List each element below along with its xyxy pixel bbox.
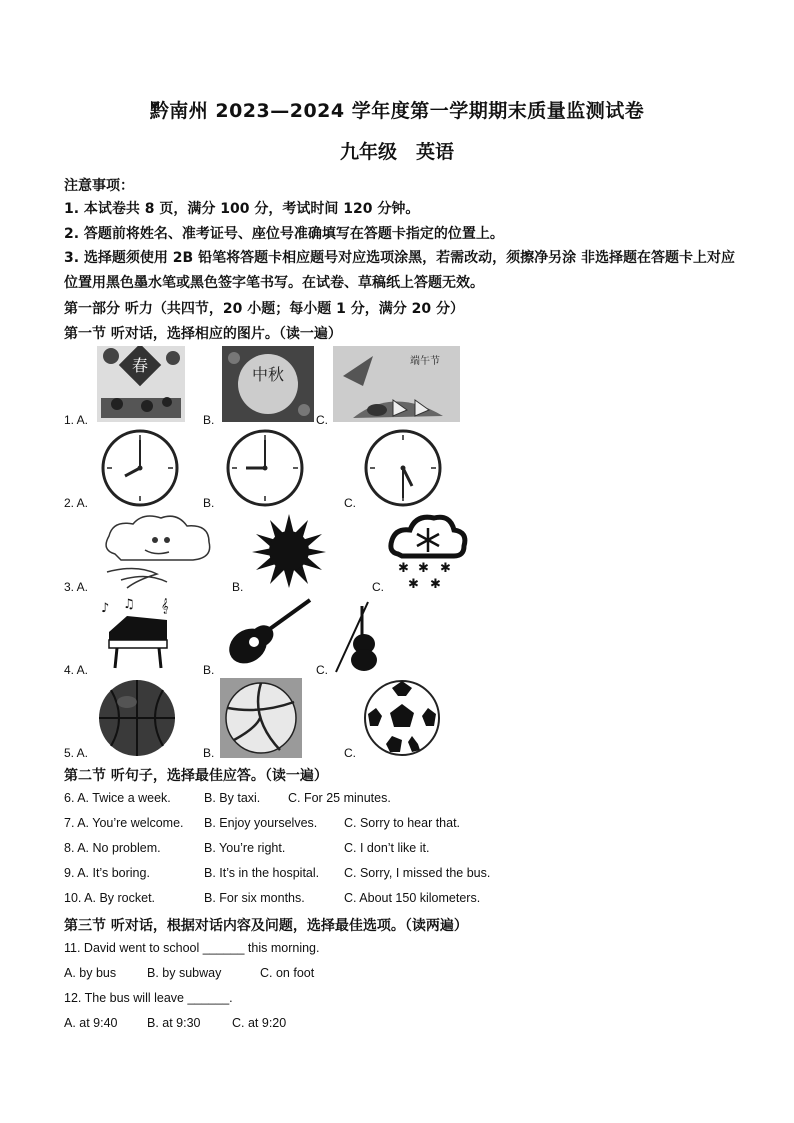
note-item: 3. 选择题须使用 2B 铅笔将答题卡相应题号对应选项涂黑，若需改动，须擦净另涂 非选择题在答题卡上对应位置用黑色墨水笔或黑色签字笔书写。在试卷、草稿纸上答题无效。: [64, 250, 735, 291]
windy-cloud-icon: [97, 510, 215, 592]
question-7-option-b: B. Enjoy yourselves.: [204, 816, 318, 830]
clock-5-30-icon: [360, 428, 446, 508]
svg-text:✱: ✱: [430, 577, 441, 590]
option-label: 4. A.: [64, 663, 89, 677]
piano-icon: [97, 596, 177, 672]
question-11-option-c: C. on foot: [260, 966, 315, 980]
question-8-option-c: C. I don’t like it.: [344, 841, 430, 855]
section3-heading: 第三节 听对话，根据对话内容及问题，选择最佳选项。（读两遍）: [64, 918, 468, 934]
question-8-option-a: 8. A. No problem.: [64, 841, 161, 855]
option-label: B.: [203, 496, 215, 510]
question-9-option-a: 9. A. It’s boring.: [64, 866, 150, 880]
option-label: 2. A.: [64, 496, 89, 510]
option-label: 1. A.: [64, 413, 89, 427]
svg-text:✱: ✱: [408, 577, 419, 590]
option-label: 5. A.: [64, 746, 89, 760]
svg-text:♪: ♪: [101, 601, 110, 616]
spring-character: 春: [131, 356, 149, 375]
question-12-stem: 12. The bus will leave ______.: [64, 991, 233, 1005]
mid-autumn-picture: [222, 346, 314, 422]
question-11-option-a: A. by bus: [64, 966, 117, 980]
option-label: C.: [316, 663, 328, 677]
question-6-option-a: 6. A. Twice a week.: [64, 791, 171, 805]
question-6-option-b: B. By taxi.: [204, 791, 261, 805]
question-10-option-b: B. For six months.: [204, 891, 305, 905]
option-label: C.: [344, 746, 356, 760]
clock-8-icon: [97, 428, 183, 508]
svg-text:✱: ✱: [440, 561, 451, 576]
dragon-boat-picture: [333, 346, 460, 422]
guitar-icon: [220, 596, 316, 672]
option-label: B.: [203, 663, 215, 677]
clock-9-icon: [222, 428, 308, 508]
mid-autumn-characters: 中秋: [251, 365, 285, 384]
spring-festival-picture: [97, 346, 185, 422]
option-label: 3. A.: [64, 580, 89, 594]
part1-heading: 第一部分 听力（共四节，20 小题；每小题 1 分，满分 20 分）: [64, 301, 464, 317]
page-title: 黔南州 2023—2024 学年度第一学期期末质量监测试卷: [149, 100, 645, 122]
volleyball-icon: [220, 678, 302, 758]
basketball-icon: [97, 678, 177, 758]
question-8-option-b: B. You’re right.: [204, 841, 286, 855]
option-label: C.: [316, 413, 328, 427]
question-12-option-c: C. at 9:20: [232, 1016, 287, 1030]
question-7-option-a: 7. A. You’re welcome.: [64, 816, 184, 830]
question-12-option-a: A. at 9:40: [64, 1016, 118, 1030]
snow-cloud-icon: [388, 510, 468, 590]
option-label: B.: [203, 413, 215, 427]
dragon-boat-title: 端午节: [410, 356, 440, 367]
violin-icon: [332, 598, 384, 674]
sun-icon: [250, 512, 328, 588]
question-6-option-c: C. For 25 minutes.: [288, 791, 391, 805]
option-label: B.: [232, 580, 244, 594]
question-9-option-c: C. Sorry, I missed the bus.: [344, 866, 491, 880]
note-item: 1. 本试卷共 8 页，满分 100 分，考试时间 120 分钟。: [64, 201, 420, 217]
note-item: 2. 答题前将姓名、准考证号、座位号准确填写在答题卡指定的位置上。: [64, 226, 504, 242]
question-11-stem: 11. David went to school ______ this morning.: [64, 941, 320, 955]
option-label: C.: [344, 496, 356, 510]
svg-text:✱: ✱: [418, 561, 429, 576]
question-12-option-b: B. at 9:30: [147, 1016, 201, 1030]
section1-heading: 第一节 听对话，选择相应的图片。（读一遍）: [64, 326, 342, 342]
question-7-option-c: C. Sorry to hear that.: [344, 816, 461, 830]
svg-text:✱: ✱: [398, 561, 409, 576]
question-11-option-b: B. by subway: [147, 966, 222, 980]
soccer-ball-icon: [362, 678, 442, 758]
svg-text:♫: ♫: [123, 597, 135, 612]
question-10-option-c: C. About 150 kilometers.: [344, 891, 481, 905]
option-label: C.: [372, 580, 384, 594]
svg-text:𝄞: 𝄞: [161, 599, 169, 614]
section2-heading: 第二节 听句子，选择最佳应答。（读一遍）: [64, 768, 328, 784]
question-9-option-b: B. It’s in the hospital.: [204, 866, 320, 880]
notes-heading: 注意事项：: [64, 178, 134, 194]
option-label: B.: [203, 746, 215, 760]
page-subtitle: 九年级 英语: [339, 141, 454, 163]
question-10-option-a: 10. A. By rocket.: [64, 891, 156, 905]
